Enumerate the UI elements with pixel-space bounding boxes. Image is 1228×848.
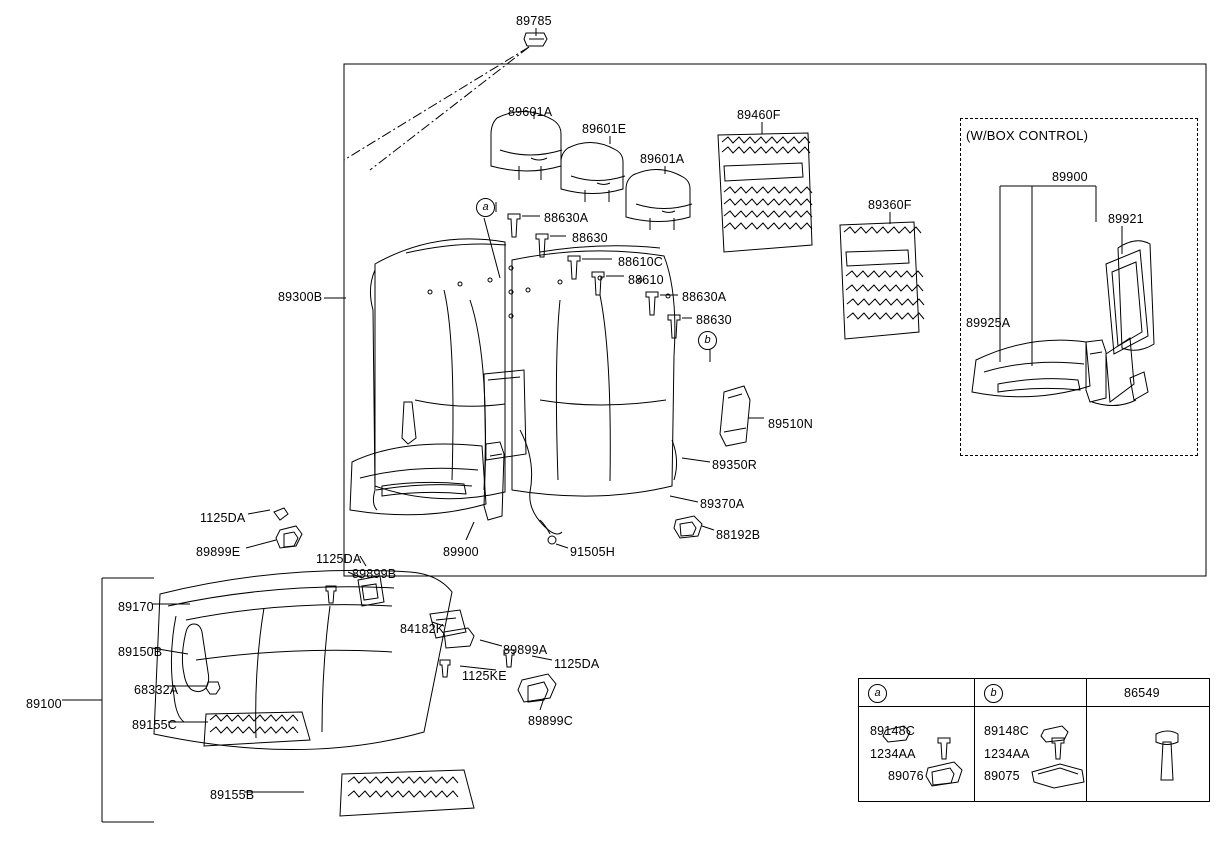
callout-89899C: 89899C bbox=[528, 714, 573, 728]
callout-89350R: 89350R bbox=[712, 458, 757, 472]
legend-a-part-1234AA: 1234AA bbox=[870, 747, 916, 761]
legend-a-part-89076: 89076 bbox=[888, 769, 924, 783]
callout-89150B: 89150B bbox=[118, 645, 163, 659]
callout-89899B: 89899B bbox=[352, 567, 397, 581]
legend-b-part-1234AA: 1234AA bbox=[984, 747, 1030, 761]
legend-header-b: b bbox=[984, 684, 1003, 703]
callout-89601E: 89601E bbox=[582, 122, 627, 136]
callout-88610: 88610 bbox=[628, 273, 664, 287]
callout-89900-box: 89900 bbox=[1052, 170, 1088, 184]
callout-89155C: 89155C bbox=[132, 718, 177, 732]
callout-89900-armrest: 89900 bbox=[443, 545, 479, 559]
callout-89370A: 89370A bbox=[700, 497, 745, 511]
legend-b-part-89075: 89075 bbox=[984, 769, 1020, 783]
callout-89155B: 89155B bbox=[210, 788, 255, 802]
callout-88630-upper: 88630 bbox=[572, 231, 608, 245]
callout-1125DA-left: 1125DA bbox=[200, 511, 246, 525]
callout-89899E: 89899E bbox=[196, 545, 241, 559]
marker-a-main: a bbox=[476, 198, 495, 217]
legend-header-86549: 86549 bbox=[1124, 686, 1160, 700]
callout-89925A: 89925A bbox=[966, 316, 1011, 330]
callout-1125KE: 1125KE bbox=[462, 669, 507, 683]
callout-88630A-lower: 88630A bbox=[682, 290, 727, 304]
callout-88610C: 88610C bbox=[618, 255, 663, 269]
legend-header-divider bbox=[858, 706, 1210, 707]
callout-89921: 89921 bbox=[1108, 212, 1144, 226]
legend-header-a: a bbox=[868, 684, 887, 703]
callout-89785: 89785 bbox=[516, 14, 552, 28]
callout-91505H: 91505H bbox=[570, 545, 615, 559]
callout-89100: 89100 bbox=[26, 697, 62, 711]
callout-89170: 89170 bbox=[118, 600, 154, 614]
callout-89300B: 89300B bbox=[278, 290, 323, 304]
legend-a-part-89148C: 89148C bbox=[870, 724, 915, 738]
legend-col-divider-2 bbox=[1086, 678, 1087, 802]
box-control-note: (W/BOX CONTROL) bbox=[966, 128, 1089, 143]
callout-88630-lower: 88630 bbox=[696, 313, 732, 327]
marker-b-main: b bbox=[698, 331, 717, 350]
legend-col-divider-1 bbox=[974, 678, 975, 802]
callout-89360F: 89360F bbox=[868, 198, 912, 212]
callout-1125DA-right: 1125DA bbox=[554, 657, 600, 671]
callout-1125DA-mid: 1125DA bbox=[316, 552, 362, 566]
callout-84182K: 84182K bbox=[400, 622, 445, 636]
callout-89460F: 89460F bbox=[737, 108, 781, 122]
callout-68332A: 68332A bbox=[134, 683, 179, 697]
callout-89510N: 89510N bbox=[768, 417, 813, 431]
callout-89899A: 89899A bbox=[503, 643, 548, 657]
legend-b-part-89148C: 89148C bbox=[984, 724, 1029, 738]
callout-88192B: 88192B bbox=[716, 528, 761, 542]
box-control-region bbox=[960, 118, 1198, 456]
callout-89601A-right: 89601A bbox=[640, 152, 685, 166]
callout-89601A-upper: 89601A bbox=[508, 105, 553, 119]
callout-88630A-upper: 88630A bbox=[544, 211, 589, 225]
